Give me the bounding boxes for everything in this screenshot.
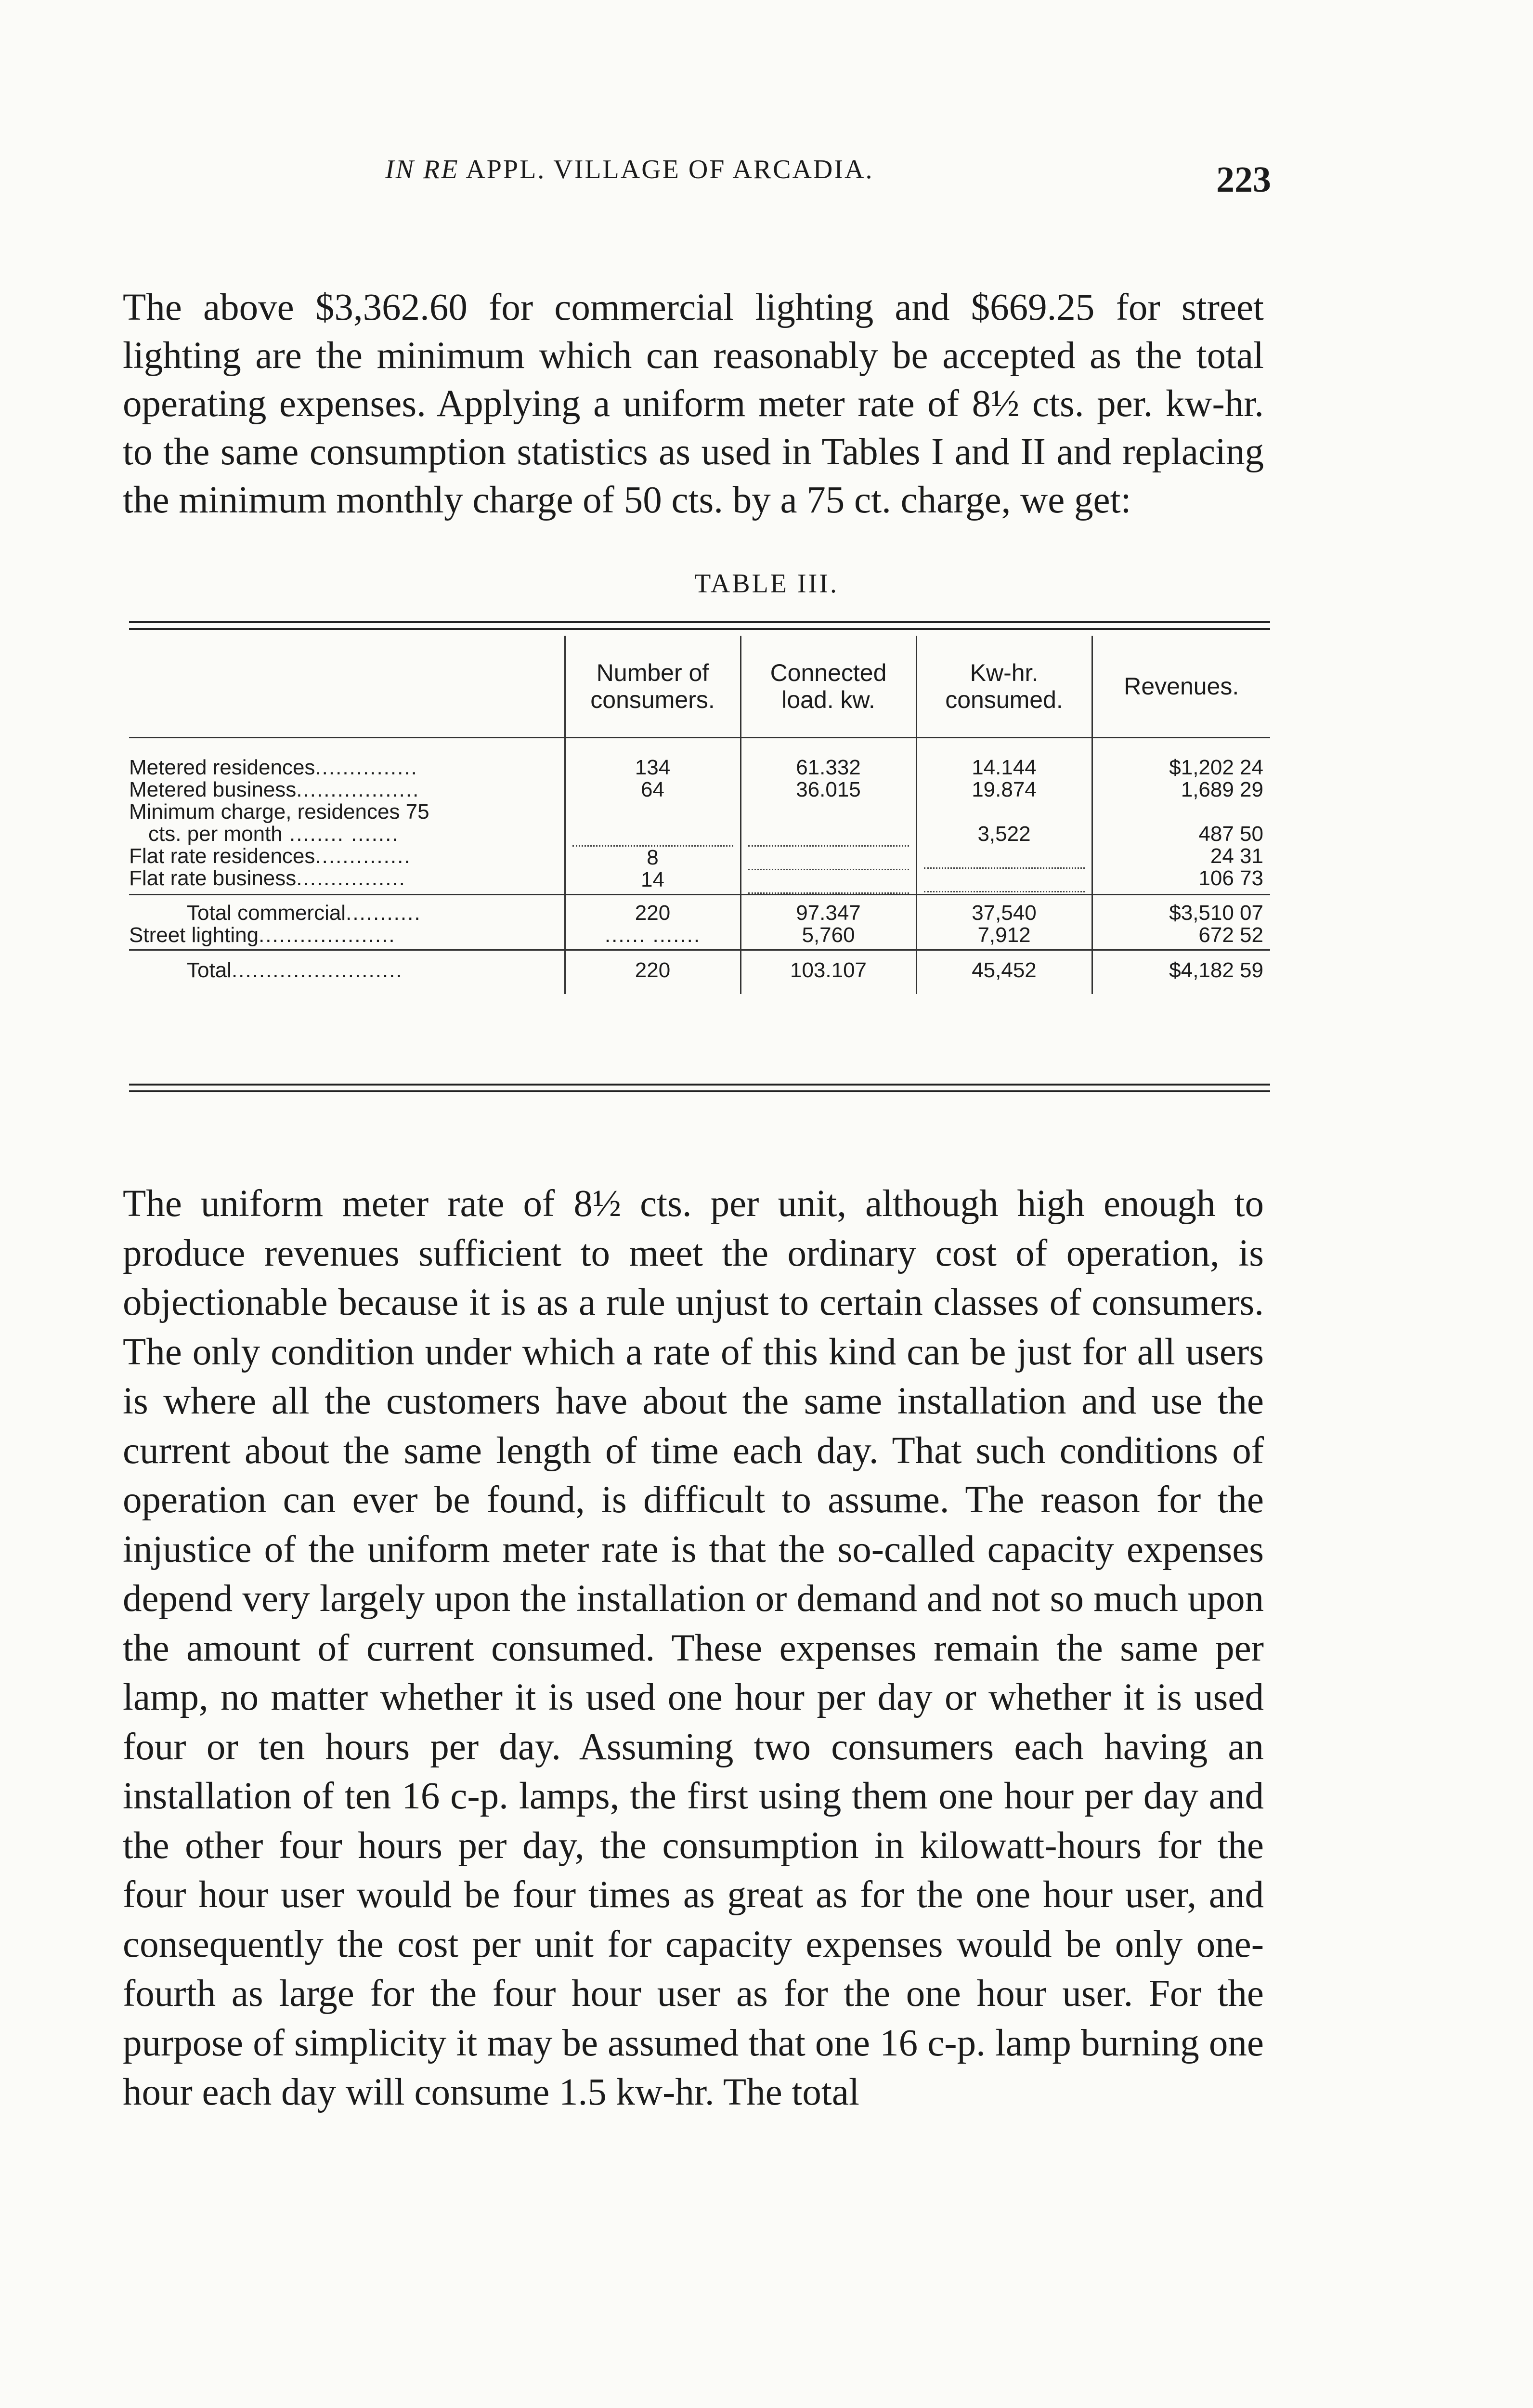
label-metered-business: Metered business.................. (129, 779, 420, 801)
cell-rev-flat-res: 24 31 (1210, 845, 1263, 867)
cell-consumers-flat-bus: 14 (641, 869, 664, 891)
stub-header (129, 636, 565, 738)
table-caption: TABLE III. (694, 569, 839, 599)
page-header (125, 144, 1271, 202)
cell-rev-flat-bus: 106 73 (1198, 867, 1263, 890)
cell-load-total-commercial: 97.347 (796, 902, 861, 924)
cell-consumers-metered-res: 134 (635, 757, 671, 779)
running-head-text: APPL. VILLAGE OF ARCADIA. (459, 155, 874, 184)
label-minimum-charge-1: Minimum charge, residences 75 (129, 801, 429, 823)
cell-rev-metered-bus: 1,689 29 (1181, 779, 1263, 801)
header-consumers: Number of consumers. (565, 636, 741, 738)
table-total-row (129, 950, 1270, 995)
cell-rev-minimum: 487 50 (1198, 823, 1263, 845)
table-body-group (129, 738, 1270, 895)
header-kwhr-consumed: Kw-hr. consumed. (916, 636, 1092, 738)
paragraph-intro: The above $3,362.60 for commercial lighting and $669.25 for street lighting are the minimum which can reasonably be accepted as the total operating expenses. Applying a uniform meter rate of 8½ cts. per. kw-hr. to the same consumption statistics as used in Tables I and II and replacing the minimum monthly charge of 50 cts. by a 75 ct. charge, we get: (123, 287, 1264, 521)
page-number: 223 (1216, 159, 1271, 200)
col-revenue-group (1092, 738, 1270, 895)
label-minimum-charge-2: cts. per month ........ ....... (148, 823, 399, 845)
cell-kwhr-minimum: 3,522 (977, 823, 1031, 845)
cell-rev-total: $4,182 59 (1169, 959, 1263, 982)
label-total-commercial: Total commercial........... (187, 902, 421, 924)
cell-rev-street-lighting: 672 52 (1198, 924, 1263, 946)
cell-kwhr-street-lighting: 7,912 (977, 924, 1031, 946)
row-labels-group (129, 738, 565, 895)
cell-consumers-total: 220 (635, 959, 671, 982)
cell-consumers-flat-res: 8 (647, 847, 659, 869)
header-revenues: Revenues. (1092, 636, 1270, 738)
label-flat-residences: Flat rate residences.............. (129, 845, 411, 867)
label-street-lighting: Street lighting.................... (129, 924, 396, 946)
label-metered-residences: Metered residences............... (129, 757, 418, 779)
col-kwhr-group (916, 738, 1092, 895)
running-head-italic: IN RE (385, 155, 459, 184)
cell-consumers-total-commercial: 220 (635, 902, 671, 924)
col-consumers-group (565, 738, 741, 895)
cell-rev-total-commercial: $3,510 07 (1169, 902, 1263, 924)
table-top-rule (129, 621, 1270, 630)
cell-rev-metered-res: $1,202 24 (1169, 757, 1263, 779)
cell-load-metered-bus: 36.015 (796, 779, 861, 801)
paragraph-discussion: The uniform meter rate of 8½ cts. per unit, although high enough to produce revenues sufficient to meet the ordinary cost of operation, is objectionable because it is as a rule unjust to certain classes of consumers. The only condition under which a rate of this kind can be just for all users is where all the customers have about the same installation and use the current about the same length of time each day. That such conditions of operation can ever be found, is difficult to assume. The reason for the injustice of the uniform meter rate is that the so-called capacity expenses depend very largely upon the installation or demand and not so much upon the amount of current consumed. These expenses remain the same per lamp, no matter whether it is used one hour per day or whether it is used four or ten hours per day. Assuming two consumers each having an installation of ten 16 c-p. lamps, the first using them one hour per day and the other four hours per day, the consumption in kilowatt-hours for the four hour user would be four times as great as for the one hour user, and consequently the cost per unit for capacity expenses would be only one-fourth as large for the four hour user as for the one hour user. For the purpose of simplicity it may be assumed that one 16 c-p. lamp burning one hour each day will consume 1.5 kw-hr. The total (123, 1183, 1264, 2113)
table-bottom-rule (129, 1084, 1270, 1092)
label-total: Total......................... (187, 959, 403, 982)
table-subtotal-group: Total commercial........... Street lighting.................... 220 ...... ....... 97.347 5,760 37,540 7,912 $3,510 07 672 52 (129, 895, 1270, 950)
revenue-table (129, 636, 1270, 994)
cell-consumers-metered-bus: 64 (641, 779, 664, 801)
running-head (385, 154, 873, 185)
cell-kwhr-total-commercial: 37,540 (972, 902, 1037, 924)
cell-load-street-lighting: 5,760 (802, 924, 855, 946)
cell-kwhr-metered-bus: 19.874 (972, 779, 1037, 801)
table-iii (129, 621, 1270, 1098)
cell-load-metered-res: 61.332 (796, 757, 861, 779)
cell-load-total: 103.107 (790, 959, 867, 982)
header-connected-load: Connected load. kw. (741, 636, 916, 738)
label-flat-business: Flat rate business................ (129, 867, 406, 890)
cell-kwhr-total: 45,452 (972, 959, 1037, 982)
cell-kwhr-metered-res: 14.144 (972, 757, 1037, 779)
col-load-group (741, 738, 916, 895)
table-header-row (129, 636, 1270, 738)
